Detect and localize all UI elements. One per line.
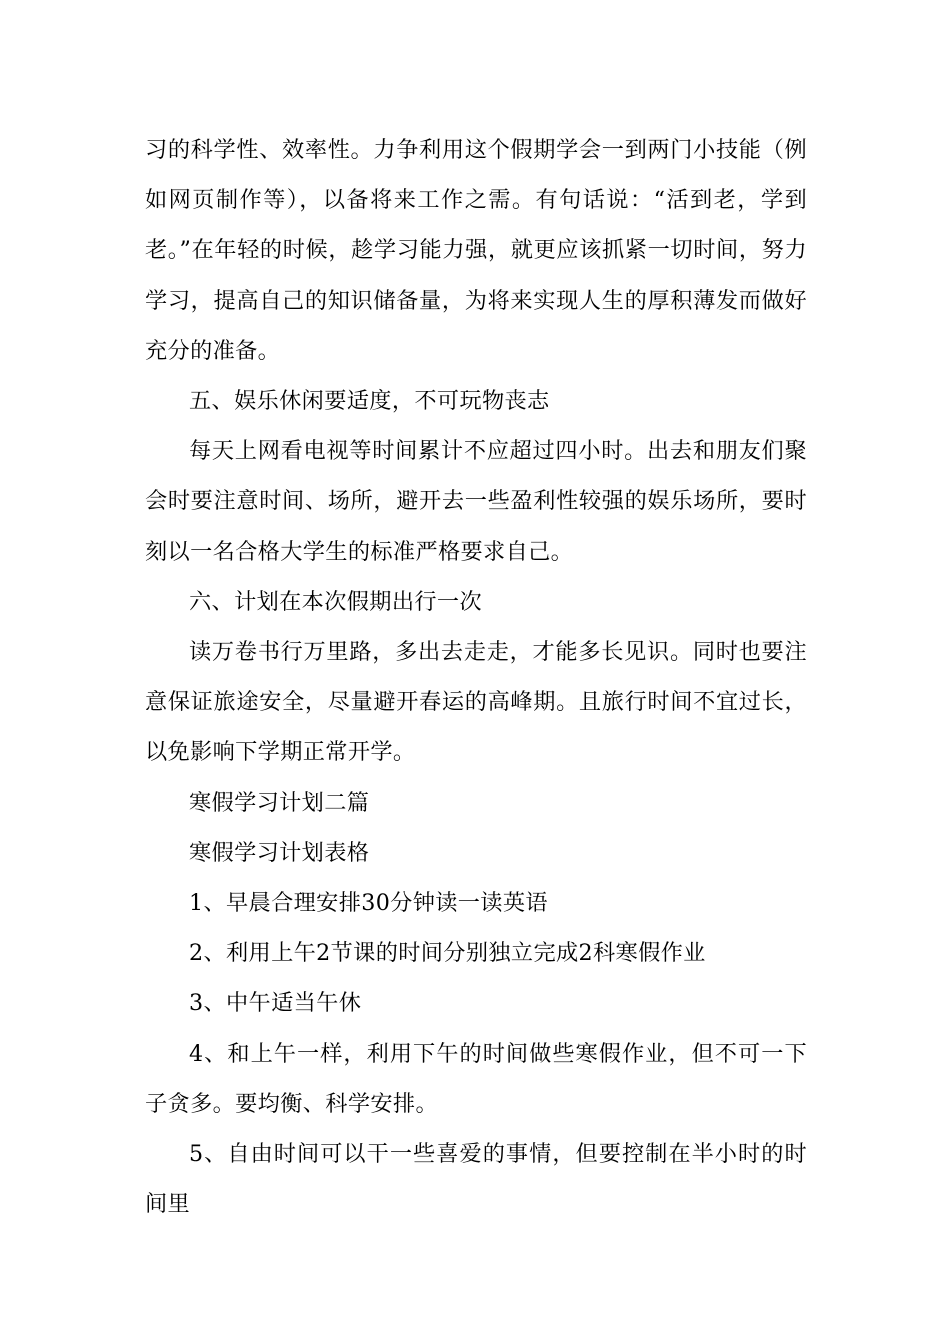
- paragraph-travel: 读万卷书行万里路，多出去走走，才能多长见识。同时也要注意保证旅途安全，尽量避开春运的高峰期。且旅行时间不宜过长，以免影响下学期正常开学。: [145, 639, 807, 766]
- list-item-3: 3、中午适当午休: [189, 990, 362, 1017]
- paragraph-entertainment: 每天上网看电视等时间累计不应超过四小时。出去和朋友们聚会时要注意时间、场所，避开去一些盈利性较强的娱乐场所，要时刻以一名合格大学生的标准严格要求自己。: [145, 438, 807, 565]
- paragraph-continued-study: 习的科学性、效率性。力争利用这个假期学会一到两门小技能（例如网页制作等），以备将来工作之需。有句话说：“活到老，学到老。”在年轻的时候，趁学习能力强，就更应该抓紧一切时间，努力学习，提高自己的知识储备量，为将来实现人生的厚积薄发而做好充分的准备。: [145, 137, 807, 364]
- list-item-1: 1、早晨合理安排30分钟读一读英语: [189, 890, 548, 917]
- heading-plan-two: 寒假学习计划二篇: [189, 789, 370, 816]
- document-page: [145, 125, 807, 1229]
- list-item-4: 4、和上午一样，利用下午的时间做些寒假作业，但不可一下子贪多。要均衡、科学安排。: [145, 1040, 807, 1117]
- heading-plan-table: 寒假学习计划表格: [189, 839, 370, 866]
- list-item-2: 2、利用上午2节课的时间分别独立完成2科寒假作业: [189, 940, 706, 967]
- list-item-5: 5、自由时间可以干一些喜爱的事情，但要控制在半小时的时间里: [145, 1141, 807, 1218]
- heading-section-five: 五、娱乐休闲要适度，不可玩物丧志: [189, 388, 550, 415]
- heading-section-six: 六、计划在本次假期出行一次: [189, 588, 482, 615]
